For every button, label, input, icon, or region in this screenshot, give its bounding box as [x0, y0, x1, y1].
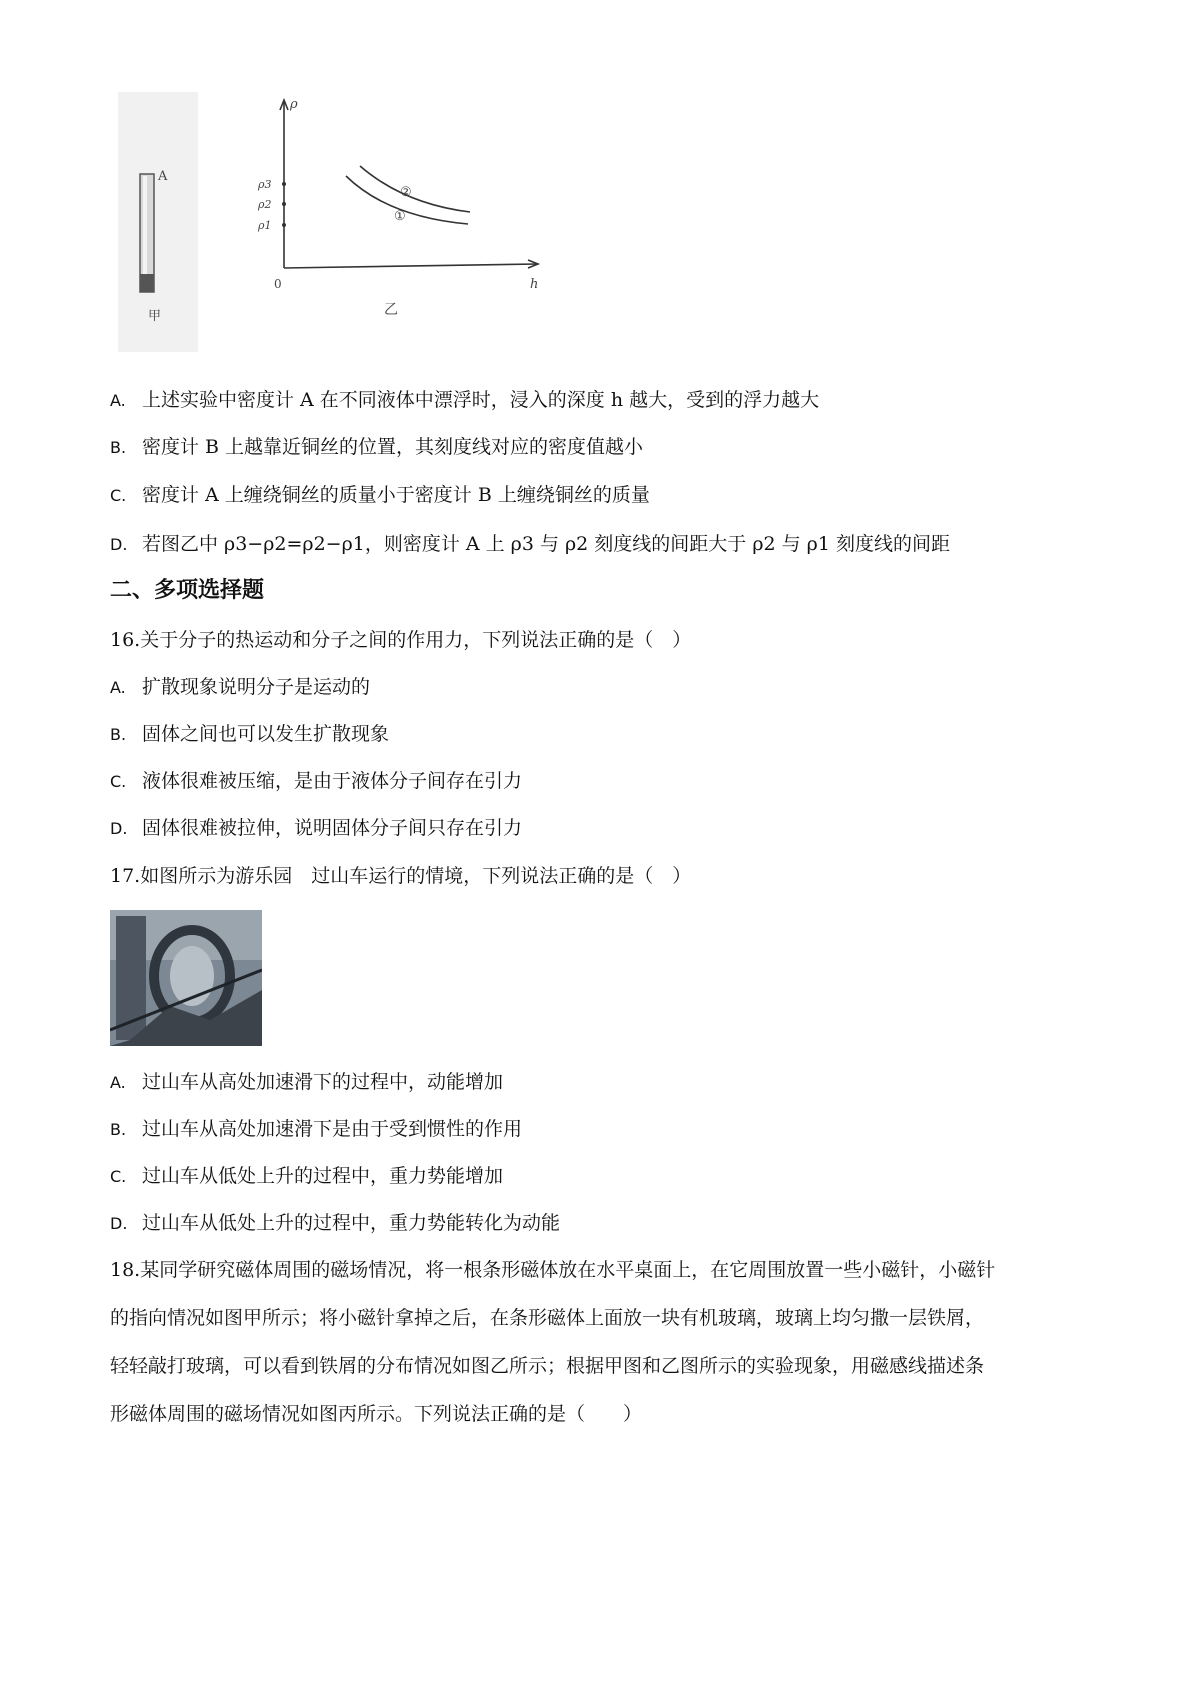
option-text: 过山车从高处加速滑下的过程中，动能增加: [142, 1071, 504, 1093]
q18-line: 形磁体周围的磁场情况如图丙所示。下列说法正确的是（ ）: [110, 1403, 643, 1425]
tick-label-rho2: ρ2: [258, 198, 272, 211]
q18-line: 18.某同学研究磁体周围的磁场情况，将一根条形磁体放在水平桌面上，在它周围放置一些小磁针，小磁针: [110, 1259, 996, 1281]
option-letter: B.: [110, 438, 127, 457]
q18-paragraph: [110, 1246, 1100, 1438]
option-letter: C.: [110, 772, 127, 791]
option-text: 固体之间也可以发生扩散现象: [142, 723, 390, 745]
option-text: 过山车从高处加速滑下是由于受到惯性的作用: [142, 1118, 523, 1140]
option-text: 若图乙中 ρ3−ρ2=ρ2−ρ1，则密度计 A 上 ρ3 与 ρ2 刻度线的间距大于 ρ2 与 ρ1 刻度线的间距: [142, 533, 950, 555]
q16-option-d: [110, 814, 522, 843]
option-letter: D.: [110, 1214, 128, 1233]
option-letter: D.: [110, 535, 128, 554]
q17-option-a: [110, 1068, 503, 1097]
q15-option-c: [110, 481, 650, 510]
q18-line: 的指向情况如图甲所示；将小磁针拿掉之后，在条形磁体上面放一块有机玻璃，玻璃上均匀撒一层铁屑，: [110, 1307, 985, 1329]
graph-axes: [280, 100, 538, 268]
option-letter: C.: [110, 1167, 127, 1186]
option-text: 密度计 B 上越靠近铜丝的位置，其刻度线对应的密度值越小: [142, 436, 644, 458]
q18-line: 轻轻敲打玻璃，可以看到铁屑的分布情况如图乙所示；根据甲图和乙图所示的实验现象，用磁感线描述条: [110, 1355, 985, 1377]
q15-option-a: [110, 386, 819, 415]
q15-option-d: [110, 530, 950, 559]
option-letter: A.: [110, 1073, 126, 1092]
tick-label-rho1: ρ1: [258, 219, 272, 232]
q16-option-a: [110, 673, 370, 702]
axis-x-label: h: [530, 277, 539, 292]
option-letter: B.: [110, 725, 127, 744]
tube-label-bottom: 甲: [148, 309, 162, 324]
option-text: 上述实验中密度计 A 在不同液体中漂浮时，浸入的深度 h 越大，受到的浮力越大: [142, 389, 820, 411]
curve-label-2: ②: [400, 185, 412, 200]
option-letter: A.: [110, 678, 126, 697]
option-text: 扩散现象说明分子是运动的: [142, 676, 371, 698]
q16-option-b: [110, 720, 389, 749]
curve-1: [346, 176, 468, 224]
option-text: 密度计 A 上缠绕铜丝的质量小于密度计 B 上缠绕铜丝的质量: [142, 484, 650, 506]
option-text: 液体很难被压缩，是由于液体分子间存在引力: [142, 770, 523, 792]
q17-stem: 17.如图所示为游乐园 过山车运行的情境，下列说法正确的是（ ）: [110, 865, 692, 887]
origin-label: 0: [274, 277, 282, 291]
option-text: 过山车从低处上升的过程中，重力势能增加: [142, 1165, 504, 1187]
option-text: 固体很难被拉伸，说明固体分子间只存在引力: [142, 817, 523, 839]
density-meter-tube: [140, 174, 154, 292]
roller-coaster-photo: [110, 910, 262, 1046]
tube-label-top: A: [158, 169, 168, 184]
curve-2: [360, 166, 470, 212]
q17-option-d: [110, 1209, 560, 1238]
option-letter: A.: [110, 391, 126, 410]
q17-option-b: [110, 1115, 522, 1144]
density-figure: [118, 92, 598, 364]
q15-option-b: [110, 433, 643, 462]
section-heading: 二、多项选择题: [110, 578, 265, 603]
option-letter: D.: [110, 819, 128, 838]
tick-label-rho3: ρ3: [258, 178, 272, 191]
graph-caption: 乙: [384, 302, 398, 318]
q16-stem: 16.关于分子的热运动和分子之间的作用力，下列说法正确的是（ ）: [110, 629, 692, 651]
option-text: 过山车从低处上升的过程中，重力势能转化为动能: [142, 1212, 561, 1234]
q17-option-c: [110, 1162, 503, 1191]
curve-label-1: ①: [394, 209, 406, 224]
axis-y-label: ρ: [290, 97, 298, 112]
q16-option-c: [110, 767, 522, 796]
option-letter: B.: [110, 1120, 127, 1139]
option-letter: C.: [110, 486, 127, 505]
